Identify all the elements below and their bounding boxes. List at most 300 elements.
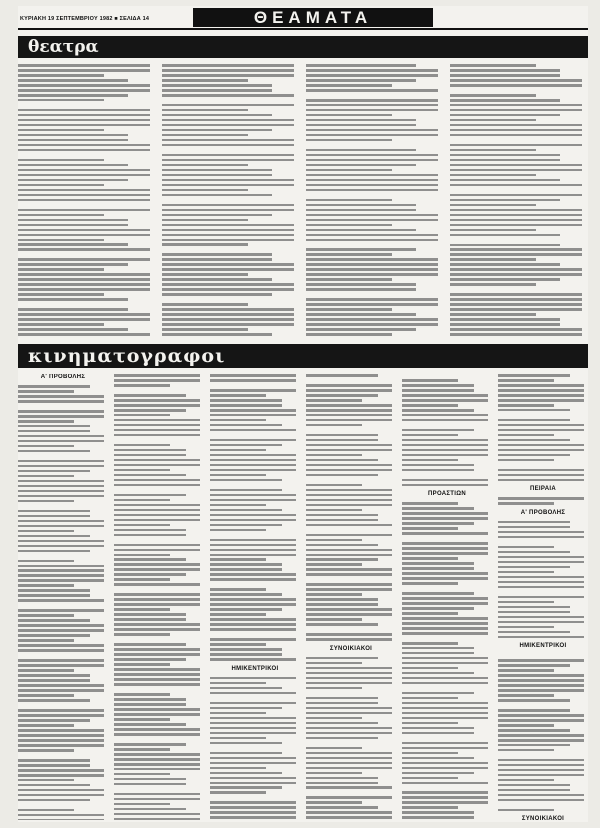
listing-text-line [402,692,474,695]
listing-text-line [18,624,104,627]
listing-text-line [402,449,488,452]
listing-text-line [162,308,294,311]
listing-text-line [162,209,294,212]
listing-text-line [306,258,438,261]
listing-text-line [18,819,104,820]
listing-text-line [402,707,488,710]
listing-text-line [114,399,200,402]
listing-text-line [18,495,104,498]
listing-text-line [210,772,282,775]
listing-text-line [162,318,294,321]
listing-text-line [450,209,582,212]
listing-text-line [306,672,392,675]
listing-text-line [114,613,186,616]
listing-text-line [498,561,584,564]
listing-subheading: ΗΜΙΚΕΝΤΡΙΚΟΙ [519,643,567,650]
listing-text-line [306,712,392,715]
listing-text-line [18,589,90,592]
listing-text-line [18,144,150,147]
listing-text-line [114,623,200,626]
listing-text-line [18,744,104,747]
listing-text-line [18,273,150,276]
listing-text-line [306,499,392,502]
listing-text-line [18,664,104,667]
listing-text-line [114,633,170,636]
listing-text-line [498,659,584,662]
listing-text-line [18,510,90,513]
listing-text-line [498,809,554,812]
listing-text-line [306,633,392,636]
listing-text-line [306,308,392,311]
listing-text-line [402,642,458,645]
listing-text-line [18,535,90,538]
listing-text-line [114,419,200,422]
listing-text-line [18,415,104,418]
listing-text-line [18,490,104,493]
listing-text-line [210,588,266,591]
listing-text-line [210,757,296,760]
listing-text-line [306,174,438,177]
listing-text-line [402,791,488,794]
listing-text-line [402,722,458,725]
listing-text-line [306,224,392,227]
listing-text-line [306,179,438,182]
listing-text-line [402,552,488,555]
listing-text-line [18,164,128,167]
listing-text-line [162,234,294,237]
listing-text-line [450,308,582,311]
listing-text-line [306,514,378,517]
listing-text-line [402,522,474,525]
listing-text-line [450,224,582,227]
listing-text-line [114,678,200,681]
listing-text-line [498,497,584,500]
listing-text-line [498,749,554,752]
listing-text-line [114,469,170,472]
listing-text-line [306,454,362,457]
listing-text-line [498,429,584,432]
listing-text-line [306,409,392,412]
listing-text-line [498,694,554,697]
listing-text-line [210,464,296,467]
listing-text-line [210,514,296,517]
listing-text-line [18,609,104,612]
listing-text-line [402,562,474,565]
listing-text-line [306,313,416,316]
listing-text-line [498,621,584,624]
listing-text-line [498,774,584,777]
theatre-column [306,64,444,338]
listing-text-line [18,799,90,802]
listing-text-line [402,662,488,665]
listing-text-line [162,194,272,197]
listing-text-line [306,459,378,462]
listing-text-line [210,816,296,819]
listing-text-line [498,389,584,392]
listing-text-line [210,558,266,561]
listing-text-line [306,273,438,276]
listing-text-line [18,268,104,271]
listing-text-line [306,603,378,606]
listing-text-line [450,99,560,102]
listing-text-line [498,784,570,787]
listing-text-line [450,244,560,247]
listing-text-line [306,84,392,87]
listing-text-line [402,796,488,799]
listing-text-line [114,544,200,547]
listing-text-line [450,149,536,152]
listing-text-line [162,229,294,232]
listing-text-line [450,204,536,207]
listing-text-line [162,134,248,137]
listing-text-line [450,323,560,326]
listing-text-line [162,184,294,187]
section-logo: ΘΕΑΜΑΤΑ [193,8,433,27]
listing-text-line [306,419,392,422]
listing-text-line [18,779,74,782]
listing-text-line [18,749,74,752]
listing-text-line [162,179,294,182]
listing-text-line [402,404,458,407]
listing-text-line [114,529,186,532]
listing-text-line [402,577,488,580]
listing-text-line [114,748,170,751]
listing-text-line [162,328,248,331]
listing-text-line [498,479,584,482]
listing-text-line [306,583,392,586]
listing-text-line [18,475,74,478]
listing-text-line [162,144,294,147]
listing-text-line [306,248,416,251]
listing-text-line [402,612,458,615]
listing-text-line [450,263,560,266]
listing-text-line [162,94,294,97]
listing-text-line [18,515,90,518]
cinema-column-piraeus [498,374,588,820]
listing-text-line [450,69,560,72]
listing-text-line [450,164,582,167]
listing-text-line [18,94,128,97]
listing-text-line [114,519,200,522]
listing-text-line [210,762,296,765]
listing-text-line [450,129,582,132]
listing-text-line [162,268,294,271]
listing-text-line [210,717,296,720]
listing-text-line [114,758,200,761]
listing-text-line [210,524,282,527]
listing-text-line [18,774,104,777]
listing-text-line [402,657,488,660]
listing-text-line [306,657,378,660]
listing-text-line [306,209,416,212]
listing-text-line [498,729,570,732]
listing-text-line [114,713,200,716]
listing-text-line [162,89,272,92]
listing-text-line [162,278,272,281]
listing-text-line [306,124,416,127]
cinema-column [114,374,204,820]
listing-text-line [450,333,582,336]
listing-text-line [18,184,104,187]
listing-text-line [450,328,582,331]
listing-text-line [498,769,584,772]
listing-text-line [498,799,584,802]
listing-text-line [210,702,296,705]
listing-text-line [306,119,416,122]
listing-text-line [18,634,90,637]
listing-text-line [210,593,282,596]
listing-text-line [306,99,438,102]
listing-subheading: ΠΕΙΡΑΙΑ [530,486,556,493]
listing-text-line [210,549,296,552]
listing-text-line [162,119,294,122]
listing-text-line [306,801,362,804]
listing-text-line [114,813,200,816]
listing-text-line [498,709,570,712]
listing-text-line [306,164,416,167]
listing-text-line [450,214,582,217]
listing-text-line [306,786,392,789]
listing-text-line [498,374,570,377]
listing-text-line [114,534,186,537]
listing-text-line [306,253,392,256]
listing-text-line [402,394,488,397]
listing-text-line [210,389,296,392]
listing-text-line [450,194,582,197]
listing-text-line [18,219,128,222]
listing-text-line [306,782,378,785]
listing-text-line [18,619,90,622]
listing-text-line [210,539,296,542]
listing-text-line [402,811,474,814]
listing-text-line [450,119,536,122]
listing-text-line [306,484,362,487]
listing-text-line [306,318,438,321]
listing-text-line [114,643,186,646]
listing-text-line [18,724,74,727]
listing-text-line [498,724,554,727]
listing-text-line [306,762,392,765]
listing-text-line [306,219,438,222]
listing-text-line [450,303,582,306]
listing-text-line [210,429,296,432]
listing-text-line [210,737,266,740]
listing-text-line [210,767,266,770]
listing-text-line [402,409,474,412]
listing-text-line [402,767,488,770]
listing-text-line [306,434,378,437]
listing-text-line [162,104,294,107]
listing-text-line [210,623,296,626]
listing-text-line [114,409,186,412]
listing-text-line [498,674,584,677]
newspaper-page [18,6,588,822]
listing-text-line [306,682,392,685]
listing-text-line [306,539,362,542]
listing-text-line [114,628,200,631]
listing-text-line [498,546,554,549]
listing-text-line [114,703,186,706]
listing-text-line [114,593,200,596]
listing-text-line [306,519,378,522]
listing-text-line [306,464,392,467]
listing-text-line [402,742,488,745]
listing-text-line [114,618,186,621]
listing-text-line [162,239,294,242]
listing-text-line [498,384,584,387]
listing-text-line [18,540,104,543]
listing-text-line [162,219,248,222]
listing-text-line [306,328,416,331]
listing-text-line [18,719,90,722]
listing-text-line [402,507,474,510]
listing-text-line [114,783,186,786]
listing-text-line [450,104,582,107]
listing-text-line [114,583,200,586]
listing-text-line [306,229,416,232]
listing-text-line [498,789,570,792]
listing-text-line [162,263,294,266]
listing-text-line [210,752,282,755]
listing-text-line [498,626,554,629]
listing-text-line [210,628,296,631]
listing-text-line [306,509,362,512]
listing-text-line [210,409,296,412]
listing-text-line [210,479,282,482]
listing-text-line [18,390,74,393]
listing-text-line [18,480,104,483]
listing-text-line [114,743,186,746]
listing-text-line [114,454,186,457]
listing-text-line [402,469,474,472]
listing-text-line [114,504,200,507]
listing-text-line [306,474,378,477]
listing-text-line [306,134,438,137]
listing-text-line [306,549,392,552]
listing-text-line [402,597,488,600]
listing-text-line [18,124,150,127]
listing-text-line [18,189,150,192]
listing-text-line [306,608,392,611]
listing-text-line [114,708,200,711]
listing-text-line [18,229,150,232]
listing-text-line [402,512,488,515]
listing-text-line [306,806,378,809]
listing-text-line [18,84,150,87]
listing-text-line [114,718,170,721]
listing-text-line [498,714,584,717]
listing-text-line [306,544,378,547]
listing-text-line [114,558,186,561]
listing-text-line [162,288,294,291]
listing-text-line [114,459,200,462]
listing-text-line [306,494,392,497]
listing-text-line [114,514,200,517]
listing-text-line [18,689,104,692]
cinema-listings [18,374,588,820]
listing-text-line [162,313,294,316]
listing-text-line [306,796,392,799]
listing-text-line [402,389,474,392]
listing-text-line [402,454,488,457]
cinema-column-suburban [402,374,492,820]
listing-text-line [450,229,536,232]
listing-text-line [114,723,186,726]
listing-text-line [18,328,128,331]
listing-text-line [306,288,416,291]
listing-text-line [210,509,282,512]
listing-text-line [498,444,584,447]
listing-text-line [18,114,150,117]
listing-text-line [306,139,392,142]
listing-text-line [402,777,458,780]
listing-text-line [114,549,200,552]
listing-text-line [210,499,296,502]
listing-text-line [114,663,170,666]
listing-text-line [18,460,104,463]
listing-text-line [114,673,200,676]
theatre-column [450,64,588,338]
listing-text-line [18,669,74,672]
listing-text-line [306,384,392,387]
listing-text-line [306,129,438,132]
listing-text-line [18,248,150,251]
listing-text-line [450,144,582,147]
listing-text-line [306,588,392,591]
listing-text-line [498,449,584,452]
listing-text-line [450,253,582,256]
listing-subheading: ΗΜΙΚΕΝΤΡΙΚΟΙ [231,665,279,672]
listing-text-line [18,234,150,237]
listing-text-line [162,333,272,336]
listing-text-line [18,425,90,428]
listing-text-line [210,727,296,730]
listing-text-line [450,234,560,237]
listing-text-line [402,782,488,785]
listing-text-line [402,419,488,422]
theatre-column [162,64,300,338]
listing-text-line [210,692,296,695]
listing-text-line [498,536,584,539]
listing-text-line [210,474,266,477]
listing-text-line [210,613,266,616]
listing-text-line [18,769,104,772]
listing-text-line [18,288,150,291]
listing-text-line [306,333,392,336]
listing-text-line [402,801,488,804]
listing-text-line [402,677,488,680]
listing-text-line [210,608,282,611]
listing-text-line [210,658,296,661]
listing-text-line [210,399,282,402]
listing-text-line [18,400,104,403]
listing-text-line [498,581,584,584]
listing-text-line [18,729,104,732]
listing-text-line [306,159,438,162]
listing-text-line [18,194,150,197]
listing-text-line [18,298,128,301]
listing-text-line [402,527,458,530]
listing-text-line [306,697,378,700]
listing-text-line [18,129,104,132]
listing-text-line [498,699,570,702]
listing-text-line [162,243,248,246]
listing-text-line [498,424,584,427]
listing-text-line [210,578,296,581]
listing-text-line [18,684,104,687]
listing-text-line [18,283,150,286]
listing-text-line [402,727,474,730]
